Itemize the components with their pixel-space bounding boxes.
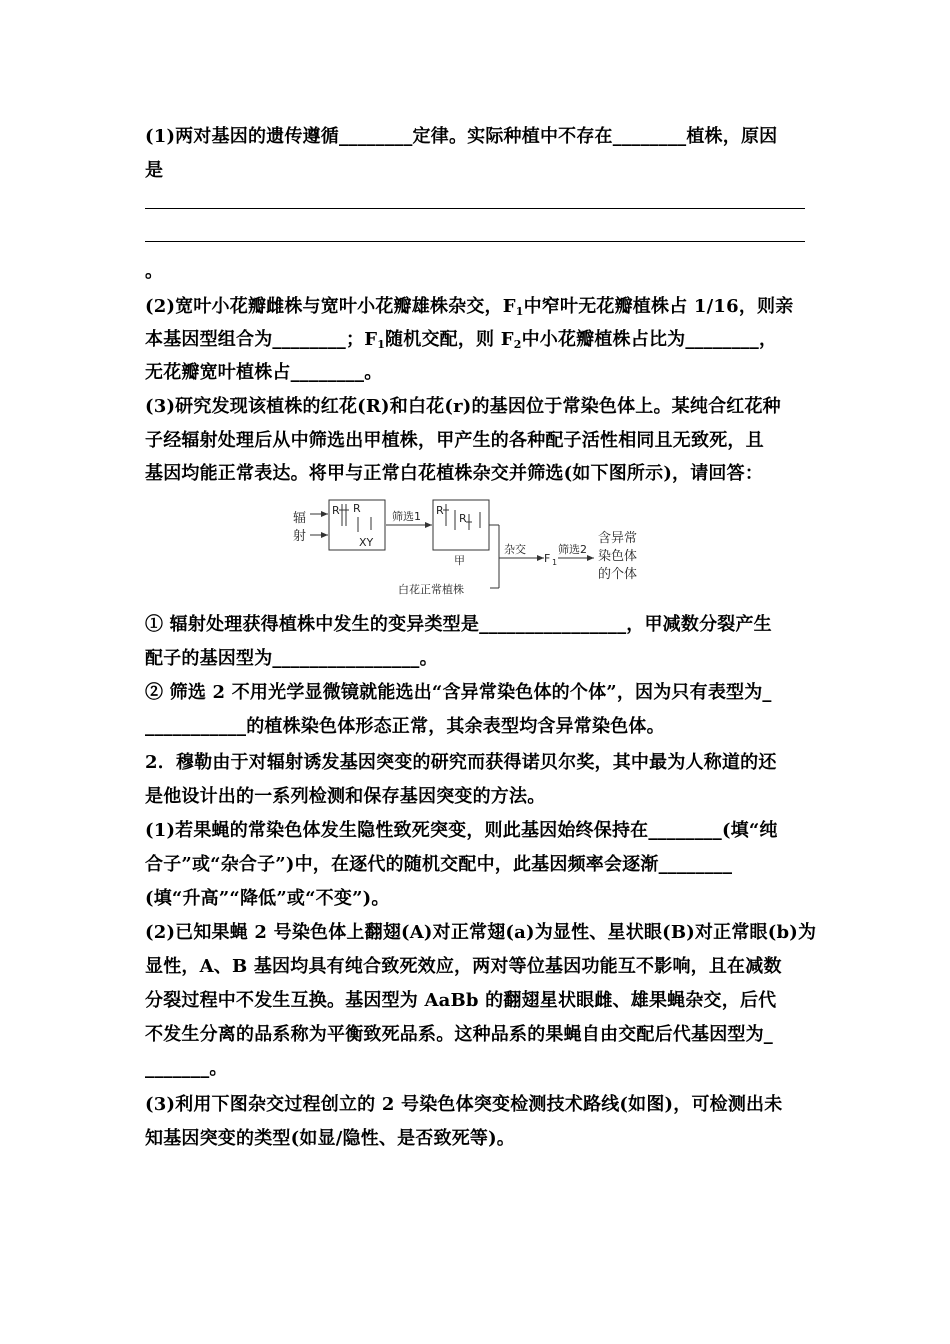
q1-part1-line2: 是	[145, 160, 164, 181]
cross-label: 杂交	[504, 543, 526, 556]
q1-part2-line1-text: (2)宽叶小花瓣雌株与宽叶小花瓣雄株杂交，F	[145, 296, 516, 317]
q1-part1-end: 。	[145, 261, 164, 282]
q1-part2-line1-rest: 中窄叶无花瓣植株占 1/16，则亲	[523, 296, 794, 317]
q1-part3-line1: (3)研究发现该植株的红花(R)和白花(r)的基因位于常染色体上。某纯合红花种	[145, 396, 781, 417]
screen2-label: 筛选2	[558, 543, 587, 556]
q2-part1-line3: (填“升高”“降低”或“不变”)。	[145, 888, 390, 909]
q1-part2-line2	[145, 327, 777, 353]
result-label-3: 的个体	[598, 567, 638, 582]
q2-part3-line1: (3)利用下图杂交过程创立的 2 号染色体突变检测技术路线(如图)，可检测出未	[145, 1094, 783, 1115]
result-label-1: 含异常	[598, 531, 638, 546]
gene-label: R	[436, 504, 444, 517]
q1-part2-line2-c: 中小花瓣植株占比为________，	[521, 329, 778, 350]
q1-part3-line3: 基因均能正常表达。将甲与正常白花植株杂交并筛选(如下图所示)，请回答：	[145, 463, 764, 484]
gene-label: R	[353, 502, 361, 515]
white-normal-label: 白花正常植株	[398, 583, 464, 596]
gene-label: R	[459, 512, 467, 525]
q2-part2-line3: 分裂过程中不发生互换。基因型为 AaBb 的翻翅星状眼雌、雄果蝇杂交，后代	[145, 990, 777, 1011]
subscript: 1	[377, 338, 386, 351]
q1-part2-line2-a: 本基因型组合为________；F	[145, 329, 378, 350]
answer-line	[145, 241, 805, 242]
q1-part1-line1: (1)两对基因的遗传遵循________定律。实际种植中不存在________植株，原因	[145, 126, 778, 147]
breeding-diagram	[280, 490, 670, 605]
gene-label: R	[332, 504, 340, 517]
q2-part2-line4: 不发生分离的品系称为平衡致死品系。这种品系的果蝇自由交配后代基因型为_	[145, 1024, 773, 1045]
q1-part2-line3: 无花瓣宽叶植株占________。	[145, 362, 383, 383]
q2-part1-line1: (1)若果蝇的常染色体发生隐性致死突变，则此基因始终保持在________(填“纯	[145, 820, 778, 841]
xy-label: XY	[359, 536, 374, 549]
f1-label: F	[544, 552, 551, 565]
subscript: 1	[515, 305, 524, 318]
answer-line	[145, 208, 805, 209]
subscript: 2	[513, 338, 522, 351]
q2-intro-line2: 是他设计出的一系列检测和保存基因突变的方法。	[145, 786, 546, 807]
q1-sub2-line2: ___________的植株染色体形态正常，其余表型均含异常染色体。	[145, 716, 665, 737]
result-label-2: 染色体	[598, 549, 638, 564]
q1-sub1-line1: ① 辐射处理获得植株中发生的变异类型是________________，甲减数分裂产生	[145, 614, 772, 635]
q2-part2-line2: 显性，A、B 基因均具有纯合致死效应，两对等位基因功能互不影响，且在减数	[145, 956, 782, 977]
jia-label: 甲	[454, 554, 465, 567]
f1-sub: 1	[552, 558, 558, 567]
radiation-label-1: 辐	[293, 511, 307, 526]
q2-part2-line1: (2)已知果蝇 2 号染色体上翻翅(A)对正常翅(a)为显性、星状眼(B)对正常眼(b)为	[145, 922, 817, 943]
q1-sub1-line2: 配子的基因型为________________。	[145, 648, 438, 669]
q1-part2-line2-b: 随机交配，则 F	[385, 329, 514, 350]
screen1-label: 筛选1	[392, 510, 421, 523]
radiation-label-2: 射	[293, 529, 307, 544]
q2-part3-line2: 知基因突变的类型(如显/隐性、是否致死等)。	[145, 1128, 516, 1149]
q2-part1-line2: 合子”或“杂合子”)中，在逐代的随机交配中，此基因频率会逐渐________	[145, 854, 733, 875]
q1-part3-line2: 子经辐射处理后从中筛选出甲植株，甲产生的各种配子活性相同且无致死，且	[145, 430, 764, 451]
q1-sub2-line1: ② 筛选 2 不用光学显微镜就能选出“含异常染色体的个体”，因为只有表型为_	[145, 682, 772, 703]
q2-part2-line5: _______。	[145, 1058, 228, 1079]
q2-intro-line1: 2．穆勒由于对辐射诱发基因突变的研究而获得诺贝尔奖，其中最为人称道的还	[145, 752, 777, 773]
q1-part2-line1	[145, 294, 793, 320]
